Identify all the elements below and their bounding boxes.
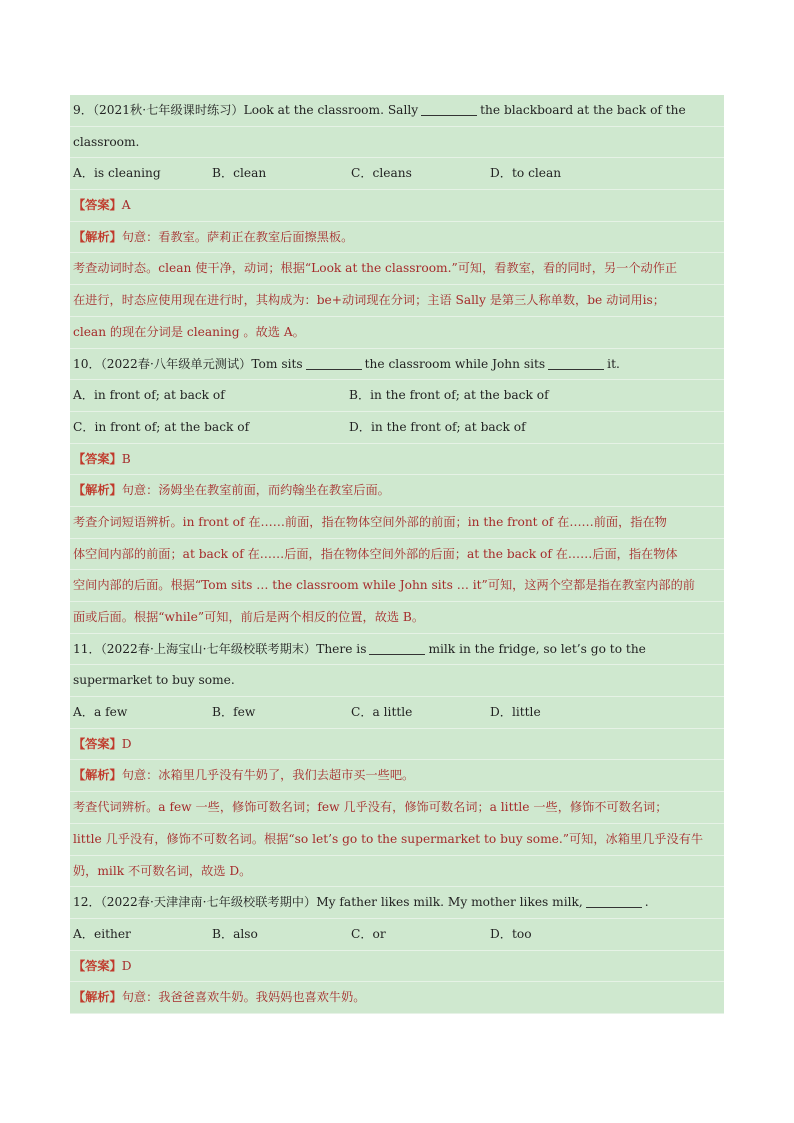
question-text: it. [607,356,620,371]
option-c: C．in front of; at the back of [73,419,250,434]
option-a: A．in front of; at back of [73,388,225,403]
question-11-options [70,697,724,729]
question-9-options [70,158,724,190]
analysis-text: 句意：汤姆坐在教室前面，而约翰坐在教室后面。 [121,483,390,498]
analysis-label: 【解析】 [73,768,122,783]
question-10-answer [70,444,724,476]
option-b: B．also [212,926,258,941]
answer-label: 【答案】 [73,451,122,466]
question-text: My father likes milk. My mother likes milk, [316,895,583,910]
question-text: the classroom while John sits [364,356,546,371]
analysis-label: 【解析】 [73,990,122,1005]
question-number: 10． [73,356,101,371]
analysis-line: little 几乎没有，修饰不可数名词。根据“so let’s go to the supermarket to buy some.”可知，冰箱里几乎没有牛 [70,824,724,856]
question-text: supermarket to buy some. [73,673,235,688]
analysis-line: 在进行，时态应使用现在进行时，其构成为：be+动词现在分词；主语 Sally 是第三人称单数，be 动词用is； [70,285,724,317]
option-d: D．to clean [490,166,562,181]
question-10-analysis [70,475,724,507]
question-text: classroom. [73,134,140,149]
question-source: （2022春·上海宝山·七年级校联考期末） [100,641,317,656]
option-d: D．in the front of; at back of [349,419,526,434]
question-text: Look at the classroom. Sally [243,103,419,117]
question-source: （2022春·天津津南·七年级校联考期中） [100,895,317,910]
option-a: A．a few [73,705,128,720]
question-12-analysis [70,982,724,1014]
question-9-stem-cont [70,127,724,159]
question-source: （2021秋·七年级课时练习） [92,103,244,117]
question-number: 12． [73,895,101,910]
question-text: Tom sits [251,356,303,371]
question-text: milk in the fridge, so let’s go to the [428,641,646,656]
question-text: the blackboard at the back of the [480,103,686,117]
analysis-label: 【解析】 [73,483,122,498]
option-c: C．or [351,926,386,941]
answer-value: D [121,736,132,751]
analysis-line: 体空间内部的前面；at back of 在……后面，指在物体空间外部的后面；at the back of 在……后面，指在物体 [70,539,724,571]
analysis-line: clean 的现在分词是 cleaning 。故选 A。 [70,317,724,349]
option-b: B．few [212,705,256,720]
answer-label: 【答案】 [73,958,122,973]
question-12-stem [70,887,724,919]
question-number: 9． [73,103,93,117]
question-11-answer [70,729,724,761]
answer-blank [369,640,425,655]
question-9-answer [70,190,724,222]
answer-blank [421,101,477,116]
option-d: D．little [490,705,541,720]
option-b: B．in the front of; at the back of [349,388,549,403]
question-text: . [644,895,649,910]
option-a: A．is cleaning [73,166,161,181]
question-12-options [70,919,724,951]
analysis-text: 句意：冰箱里几乎没有牛奶了，我们去超市买一些吧。 [121,768,415,783]
analysis-line: 考查介词短语辨析。in front of 在……前面，指在物体空间外部的前面；in the front of 在……前面，指在物 [70,507,724,539]
analysis-label: 【解析】 [73,229,122,244]
question-9-analysis [70,222,724,254]
question-11-analysis [70,760,724,792]
answer-blank [548,355,604,370]
answer-value: B [121,451,131,466]
answer-value: D [121,958,132,973]
analysis-text: 句意：看教室。萨莉正在教室后面擦黑板。 [121,229,354,244]
answer-label: 【答案】 [73,198,122,213]
answer-value: A [121,198,131,213]
answer-blank [306,355,362,370]
question-10-options-row1 [70,380,724,412]
analysis-line: 奶，milk 不可数名词，故选 D。 [70,856,724,888]
analysis-line: 空间内部的后面。根据“Tom sits … the classroom while John sits … it”可知，这两个空都是指在教室内部的前 [70,570,724,602]
question-11-stem-cont [70,665,724,697]
option-b: B．clean [212,166,267,181]
question-source: （2022春·八年级单元测试） [100,356,252,371]
question-9-stem [70,95,724,127]
option-a: A．either [73,926,131,941]
answer-blank [586,893,642,908]
analysis-line: 面或后面。根据“while”可知，前后是两个相反的位置，故选 B。 [70,602,724,634]
option-c: C．cleans [351,166,412,181]
question-10-stem [70,349,724,381]
analysis-line: 考查代词辨析。a few 一些，修饰可数名词；few 几乎没有，修饰可数名词；a little 一些，修饰不可数名词； [70,792,724,824]
option-d: D．too [490,926,532,941]
question-number: 11． [73,641,101,656]
question-10-options-row2 [70,412,724,444]
question-text: There is [316,641,367,656]
question-11-stem [70,634,724,666]
analysis-line: 考查动词时态。clean 使干净，动词；根据“Look at the classroom.”可知，看教室，看的同时，另一个动作正 [70,253,724,285]
option-c: C．a little [351,705,413,720]
exercise-sheet [70,95,724,1014]
question-12-answer [70,951,724,983]
answer-label: 【答案】 [73,736,122,751]
analysis-text: 句意：我爸爸喜欢牛奶。我妈妈也喜欢牛奶。 [121,990,366,1005]
